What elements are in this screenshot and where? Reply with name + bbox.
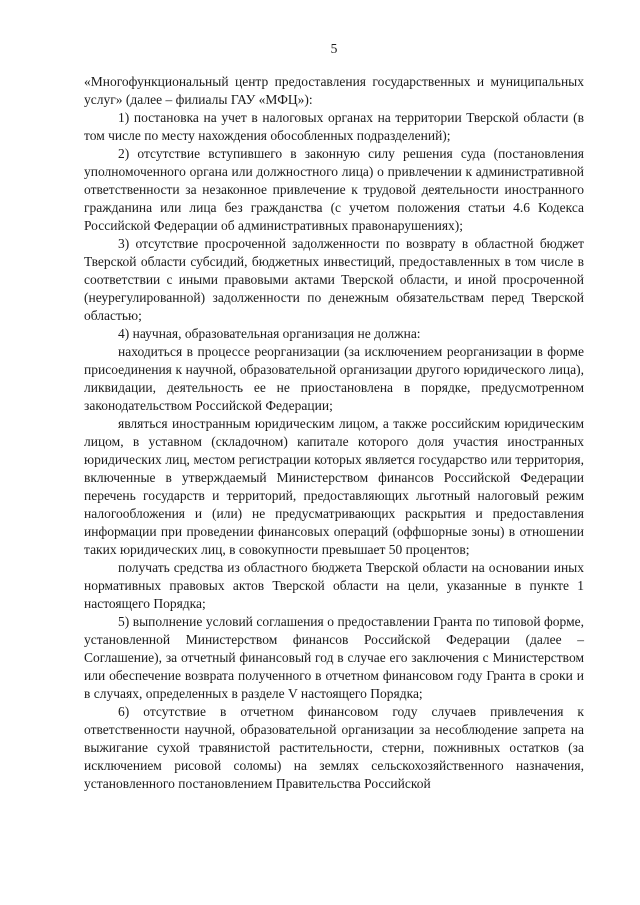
- paragraph-intro: «Многофункциональный центр предоставления государственных и муниципальных услуг» (далее – филиалы ГАУ «МФЦ»):: [84, 74, 584, 107]
- page-number: 5: [330, 41, 338, 56]
- paragraph-item-4-other-funds: получать средства из областного бюджета Тверской области на основании иных нормативных правовых актов Тверской области на цели, указанные в пункте 1 настоящего Порядка;: [84, 560, 584, 611]
- document-body: [84, 73, 584, 793]
- paragraph-item-4-reorganization: находиться в процессе реорганизации (за исключением реорганизации в форме присоединения к научной, образовательной организации другого юридического лица), ликвидации, деятельность ее не приостановлена в порядке, предусмотренном законодательством Российской Федерации;: [84, 344, 584, 413]
- paragraph-item-4-foreign-entity: являться иностранным юридическим лицом, а также российским юридическим лицом, в уставном (складочном) капитале которого доля участия иностранных юридических лиц, местом регистрации которых является государство или территория, включенные в утверждаемый Министерством финансов Российской Федерации перечень государств и территорий, предоставляющих льготный налоговый режим налогообложения и (или) не предусматривающих раскрытия и предоставления информации при проведении финансовых операций (оффшорные зоны) в отношении таких юридических лиц, в совокупности превышает 50 процентов;: [84, 416, 584, 557]
- paragraph-item-3: 3) отсутствие просроченной задолженности по возврату в областной бюджет Тверской области субсидий, бюджетных инвестиций, предоставленных в том числе в соответствии с иными правовыми актами Тверской области, и иной просроченной (неурегулированной) задолженности по денежным обязательствам перед Тверской областью;: [84, 236, 584, 323]
- paragraph-item-1: 1) постановка на учет в налоговых органах на территории Тверской области (в том числе по месту нахождения обособленных подразделений);: [84, 110, 584, 143]
- paragraph-item-4: 4) научная, образовательная организация не должна:: [118, 326, 421, 341]
- paragraph-item-2: 2) отсутствие вступившего в законную силу решения суда (постановления уполномоченного органа или должностного лица) о привлечении к административной ответственности за незаконное привлечение к трудовой деятельности иностранного гражданина или лица без гражданства (с учетом положения статьи 4.6 Кодекса Российской Федерации об административных правонарушениях);: [84, 146, 584, 233]
- paragraph-item-5: 5) выполнение условий соглашения о предоставлении Гранта по типовой форме, установленной Министерством финансов Российской Федерации (далее – Соглашение), за отчетный финансовый год в случае его заключения с Министерством или обеспечение возврата полученного в отчетном финансовом году Гранта в сроки и в случаях, определенных в разделе V настоящего Порядка;: [84, 614, 584, 701]
- document-page: [84, 40, 584, 793]
- paragraph-item-6: 6) отсутствие в отчетном финансовом году случаев привлечения к ответственности научной, образовательной организации за несоблюдение запрета на выжигание сухой травянистой растительности, стерни, пожнивных остатков (за исключением рисовой соломы) на землях сельскохозяйственного назначения, установленного постановлением Правительства Российской: [84, 704, 584, 791]
